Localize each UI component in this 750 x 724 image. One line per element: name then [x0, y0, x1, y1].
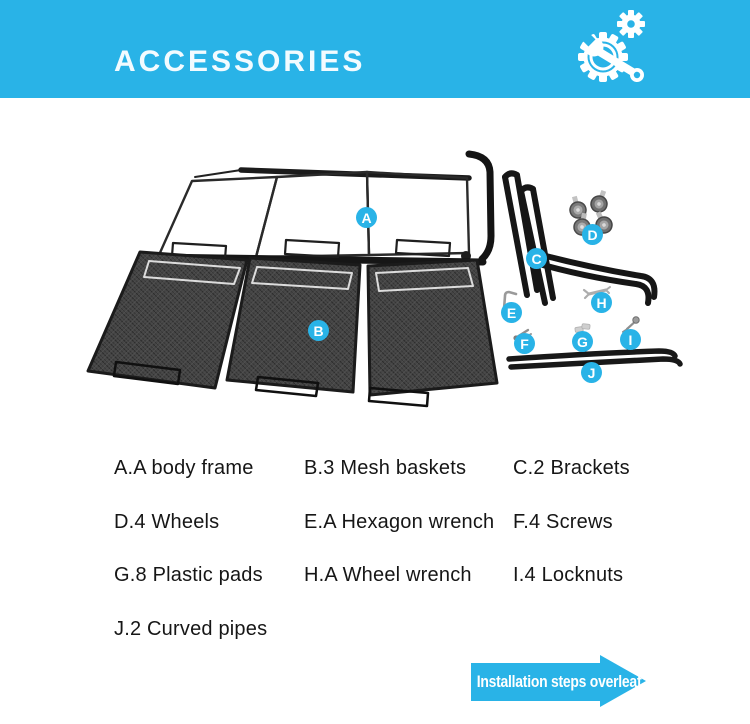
- mesh-baskets-illustration: [88, 252, 497, 406]
- part-label-d: D: [582, 224, 603, 245]
- part-label-i: I: [620, 329, 641, 350]
- part-item-f: F.4 Screws: [513, 511, 613, 533]
- part-label-g: G: [572, 331, 593, 352]
- part-item-g: G.8 Plastic pads: [114, 564, 263, 586]
- brackets-illustration: [505, 173, 654, 303]
- part-item-h: H.A Wheel wrench: [304, 564, 472, 586]
- banner-label: Installation steps overleaf: [476, 672, 642, 691]
- part-label-a: A: [356, 207, 377, 228]
- part-label-j: J: [581, 362, 602, 383]
- part-item-e: E.A Hexagon wrench: [304, 511, 495, 533]
- banner-rect: [471, 663, 642, 701]
- part-item-b: B.3 Mesh baskets: [304, 457, 467, 479]
- part-item-j: J.2 Curved pipes: [114, 618, 268, 640]
- part-label-e: E: [501, 302, 522, 323]
- part-label-c: C: [526, 248, 547, 269]
- page-title: ACCESSORIES: [114, 45, 366, 78]
- part-label-b: B: [308, 320, 329, 341]
- part-item-a: A.A body frame: [114, 457, 254, 479]
- part-item-d: D.4 Wheels: [114, 511, 220, 533]
- body-frame-illustration: [154, 154, 491, 262]
- part-item-i: I.4 Locknuts: [513, 564, 624, 586]
- installation-banner: [471, 655, 651, 707]
- part-item-c: C.2 Brackets: [513, 457, 630, 479]
- part-label-h: H: [591, 292, 612, 313]
- part-label-f: F: [514, 333, 535, 354]
